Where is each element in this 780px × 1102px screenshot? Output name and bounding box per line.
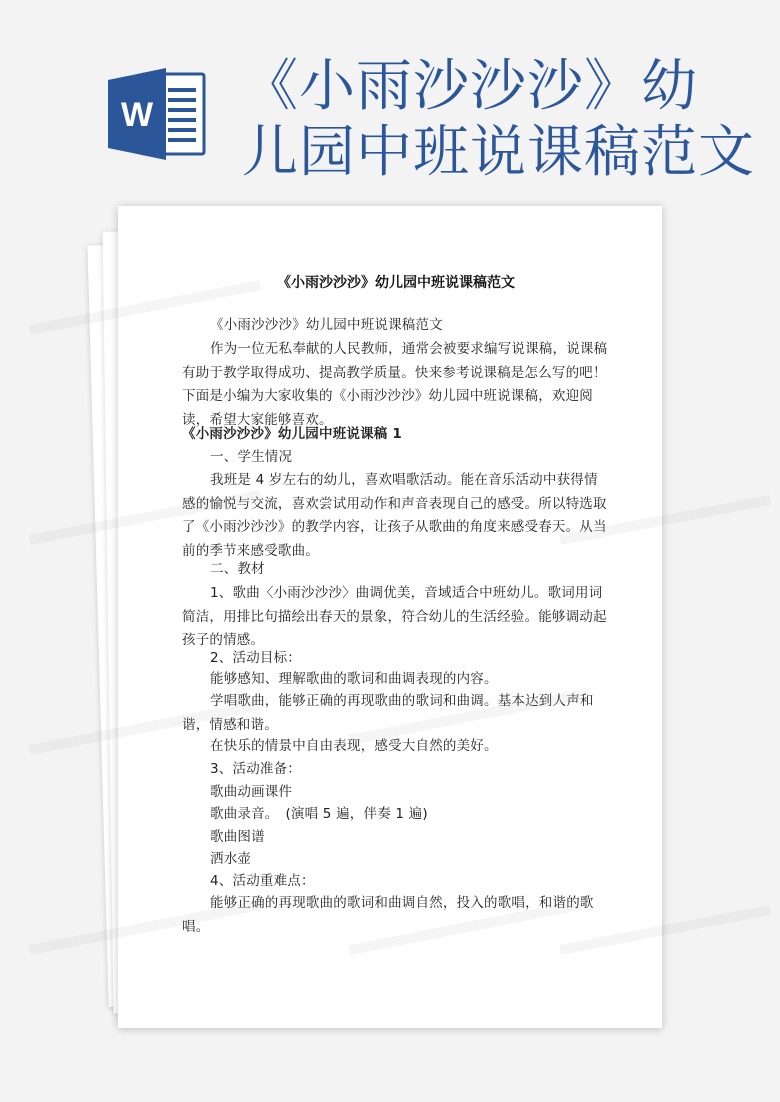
paragraph: 一、学生情况 xyxy=(210,449,293,465)
word-icon-letter: W xyxy=(120,96,154,134)
paragraph: 《小雨沙沙沙》幼儿园中班说课稿范文 xyxy=(210,317,443,333)
paragraph: 能够正确的再现歌曲的歌词和曲调自然，投入的歌唱，和谐的歌唱。 xyxy=(182,895,594,935)
paragraph: 歌曲录音。 (演唱 5 遍，伴奏 1 遍) xyxy=(210,806,428,822)
paragraph: 能够感知、理解歌曲的歌词和曲调表现的内容。 xyxy=(210,671,498,687)
paragraph: 作为一位无私奉献的人民教师，通常会被要求编写说课稿，说课稿有助于教学取得成功、提高教学质量。快来参考说课稿是怎么写的吧！下面是小编为大家收集的《小雨沙沙沙》幼儿园中班说课稿，欢迎阅读，希望大家能够喜欢。 xyxy=(182,341,608,428)
hero-title-line2: 儿园中班说课稿范文 xyxy=(242,120,755,185)
paragraph: 学唱歌曲，能够正确的再现歌曲的歌词和曲调。基本达到人声和谐，情感和谐。 xyxy=(182,693,594,733)
word-document-icon xyxy=(108,68,208,160)
paragraph: 4、活动重难点： xyxy=(210,873,315,889)
section-heading: 《小雨沙沙沙》幼儿园中班说课稿 1 xyxy=(182,426,402,442)
hero-title xyxy=(242,54,762,186)
paragraph: 洒水壶 xyxy=(210,851,252,867)
paragraph: 二、教材 xyxy=(210,561,265,577)
paragraph: 歌曲动画课件 xyxy=(210,784,293,800)
hero-banner xyxy=(0,0,780,205)
document-page xyxy=(118,206,662,1028)
hero-title-line1: 《小雨沙沙沙》幼 xyxy=(242,54,698,119)
paragraph: 3、活动准备： xyxy=(210,761,301,777)
paragraph: 歌曲图谱 xyxy=(210,829,265,845)
document-title: 《小雨沙沙沙》幼儿园中班说课稿范文 xyxy=(277,275,515,291)
paragraph: 2、活动目标： xyxy=(210,650,301,666)
paragraph: 在快乐的情景中自由表现，感受大自然的美好。 xyxy=(210,738,498,754)
paragraph: 1、歌曲〈小雨沙沙沙〉曲调优美，音域适合中班幼儿。歌词用词简洁，用排比句描绘出春天的景象，符合幼儿的生活经验。能够调动起孩子的情感。 xyxy=(182,585,607,648)
paragraph: 我班是 4 岁左右的幼儿，喜欢唱歌活动。能在音乐活动中获得情感的愉悦与交流，喜欢尝试用动作和声音表现自己的感受。所以特选取了《小雨沙沙沙》的教学内容，让孩子从歌曲的角度来感受春天。从当前的季节来感受歌曲。 xyxy=(182,472,607,559)
